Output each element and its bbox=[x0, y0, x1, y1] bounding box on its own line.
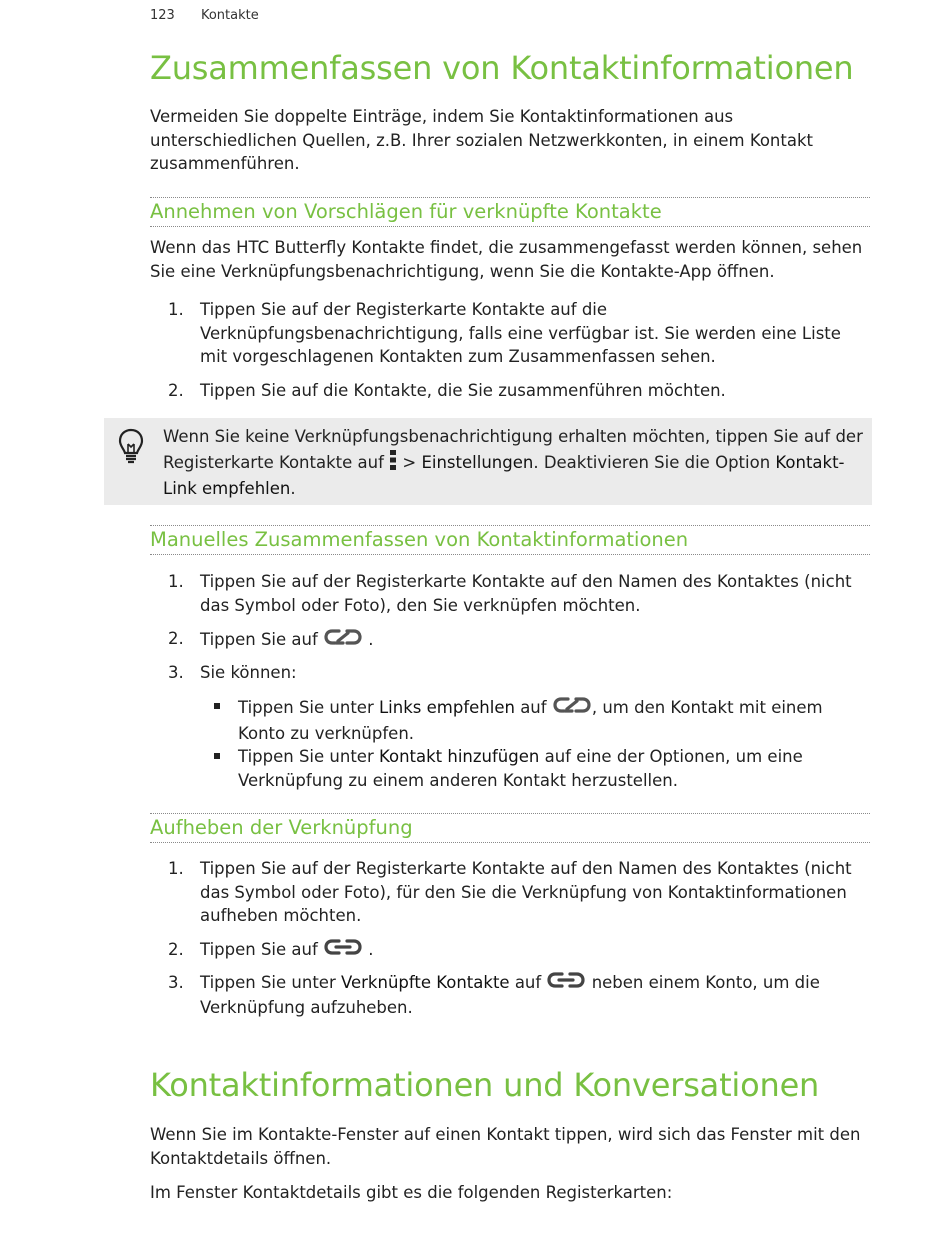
section-name: Kontakte bbox=[200, 8, 259, 23]
step-text: Tippen Sie auf der Registerkarte Kontakte auf die Verknüpfungsbenachrichtigung, falls eine verfügbar ist. Sie werden eine Liste mit vorgeschlagenen Kontakten zum Zusammenfassen sehen. bbox=[200, 300, 841, 367]
menu-dots-icon bbox=[389, 449, 397, 478]
step-number: 1. bbox=[168, 859, 184, 878]
step-text bbox=[200, 938, 872, 963]
bullet-text-part: auf eine der Optionen, um eine Verknüpfung zu einem anderen Kontakt herzustellen. bbox=[238, 747, 803, 790]
merge-link-icon bbox=[323, 627, 363, 654]
running-header bbox=[150, 8, 259, 23]
settings-label: Einstellungen bbox=[421, 452, 534, 472]
step-text: Sie können: bbox=[200, 663, 297, 682]
step-text-part: Tippen Sie unter bbox=[200, 973, 336, 992]
step-text bbox=[200, 971, 872, 1019]
step-number: 1. bbox=[168, 300, 184, 319]
step-text-part: neben einem Konto, um die Verknüpfung aufzuheben. bbox=[200, 973, 820, 1017]
step-text bbox=[200, 627, 872, 654]
step-number: 2. bbox=[168, 629, 184, 648]
tip-text-part: . Deaktivieren Sie die Option bbox=[533, 452, 771, 472]
step-text-part: . bbox=[368, 940, 374, 959]
bullet-text-part: , um den Kontakt mit einem Konto zu verknüpfen. bbox=[238, 697, 823, 743]
tip-text bbox=[163, 425, 863, 501]
section-paragraph: Wenn Sie im Kontakte-Fenster auf einen Kontakt tippen, wird sich das Fenster mit den Kontaktdetails öffnen. bbox=[150, 1125, 861, 1168]
links-recommend-label: Links empfehlen bbox=[378, 697, 515, 717]
subsection-title: Annehmen von Vorschlägen für verknüpfte Kontakte bbox=[150, 200, 662, 223]
link-icon bbox=[546, 971, 586, 996]
tip-box bbox=[104, 418, 872, 505]
step-text-part: Tippen Sie auf bbox=[200, 940, 318, 959]
section-title: Kontaktinformationen und Konversationen bbox=[150, 1066, 820, 1104]
section-intro: Vermeiden Sie doppelte Einträge, indem Sie Kontaktinformationen aus unterschiedlichen Quellen, z.B. Ihrer sozialen Netzwerkkonten, in einem Kontakt zusammenführen. bbox=[150, 107, 813, 174]
subsection-heading-suggestions bbox=[150, 197, 870, 227]
link-icon bbox=[323, 938, 363, 963]
step-text-part: . bbox=[368, 629, 374, 649]
step-number: 3. bbox=[168, 973, 184, 992]
bullet-text bbox=[238, 745, 872, 792]
section-paragraph: Im Fenster Kontaktdetails gibt es die folgenden Registerkarten: bbox=[150, 1183, 673, 1202]
subsection-heading-unlink bbox=[150, 813, 870, 843]
bullet-text-part: Tippen Sie unter bbox=[238, 697, 374, 717]
linked-contacts-label: Verknüpfte Kontakte bbox=[340, 973, 510, 992]
step-number: 2. bbox=[168, 381, 184, 400]
page-number: 123 bbox=[150, 8, 175, 23]
step-text: Tippen Sie auf der Registerkarte Kontakte auf den Namen des Kontaktes (nicht das Symbol oder Foto), für den Sie die Verknüpfung von Kontaktinformationen aufheben möchten. bbox=[200, 859, 852, 926]
tip-text-part: > bbox=[402, 452, 417, 472]
tip-text-part: Wenn Sie keine Verknüpfungsbenachrichtigung erhalten möchten, tippen Sie auf der Registerkarte Kontakte auf bbox=[163, 427, 863, 472]
step-number: 3. bbox=[168, 663, 184, 682]
bullet-text-part: Tippen Sie unter bbox=[238, 747, 374, 766]
bullet-mark bbox=[214, 753, 220, 759]
bullet-mark bbox=[214, 703, 220, 709]
add-contact-label: Kontakt hinzufügen bbox=[378, 747, 540, 766]
step-text-part: auf bbox=[514, 973, 542, 992]
option-label: Kontakt-Link empfehlen bbox=[163, 452, 845, 499]
bullet-text bbox=[238, 695, 872, 745]
step-text-part: Tippen Sie auf bbox=[200, 629, 318, 649]
step-text: Tippen Sie auf der Registerkarte Kontakte auf den Namen des Kontaktes (nicht das Symbol oder Foto), den Sie verknüpfen möchten. bbox=[200, 572, 852, 615]
bullet-text-part: auf bbox=[520, 697, 547, 717]
tip-text-part: . bbox=[290, 479, 296, 499]
subsection-intro: Wenn das HTC Butterfly Kontakte findet, die zusammengefasst werden können, sehen Sie eine Verknüpfungsbenachrichtigung, wenn Sie die Kontakte-App öffnen. bbox=[150, 238, 863, 281]
subsection-title: Manuelles Zusammenfassen von Kontaktinformationen bbox=[150, 528, 689, 551]
subsection-title: Aufheben der Verknüpfung bbox=[150, 816, 413, 839]
step-number: 1. bbox=[168, 572, 184, 591]
step-number: 2. bbox=[168, 940, 184, 959]
subsection-heading-manual bbox=[150, 525, 870, 555]
merge-link-icon bbox=[552, 695, 592, 722]
step-text: Tippen Sie auf die Kontakte, die Sie zusammenführen möchten. bbox=[200, 381, 726, 400]
lightbulb-icon bbox=[118, 428, 144, 470]
section-title: Zusammenfassen von Kontaktinformationen bbox=[150, 49, 854, 87]
